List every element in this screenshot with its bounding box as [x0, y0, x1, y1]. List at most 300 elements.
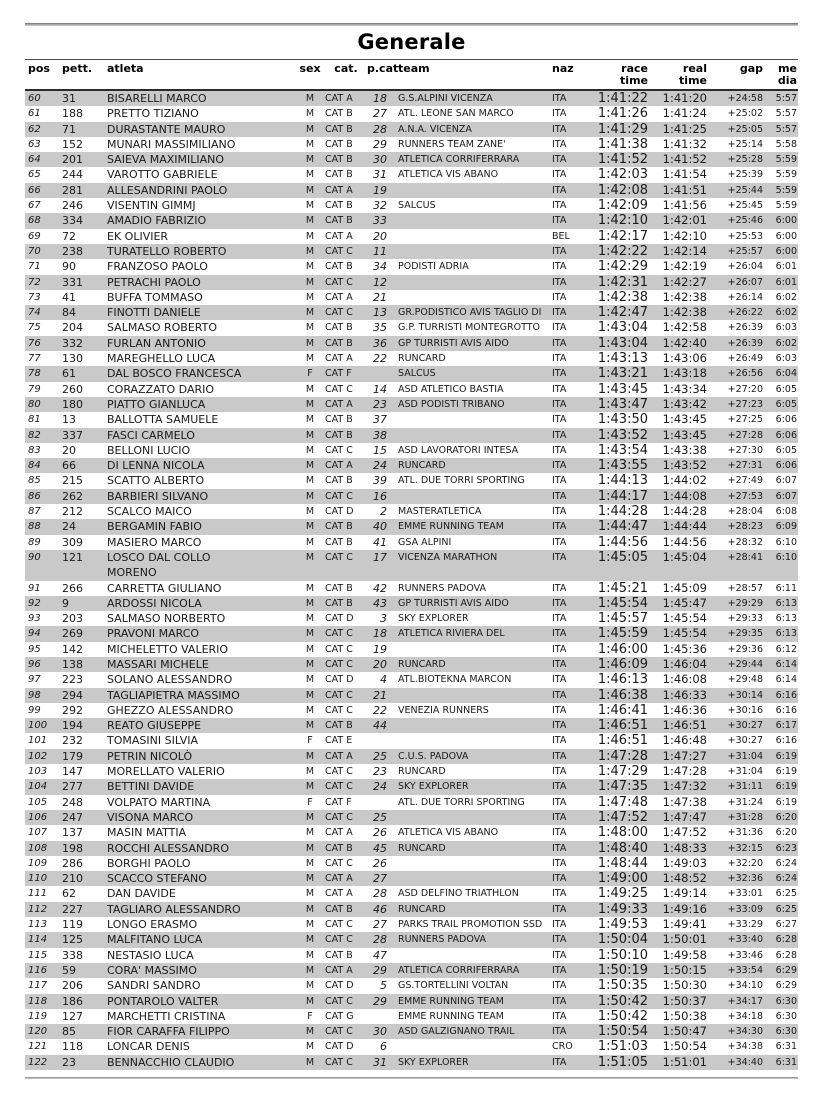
cell-gap: +30:14 [727, 689, 763, 701]
cell-team: RUNCARD [398, 842, 446, 854]
cell-bib: 232 [62, 734, 83, 748]
cell-nationality: ITA [552, 613, 567, 625]
cell-gap: +29:33 [727, 613, 763, 625]
cell-real-time: 1:43:45 [662, 427, 707, 442]
cell-real-time: 1:47:32 [662, 779, 707, 794]
cell-pace: 6:30 [775, 1010, 797, 1022]
cell-gap: +30:27 [727, 735, 763, 747]
cell-category: CAT C [325, 444, 353, 456]
cell-team: ATL.BIOTEKNA MARCON [398, 674, 512, 686]
cell-athlete [107, 167, 297, 182]
cell-bib: 203 [62, 612, 83, 626]
cell-sex: M [305, 200, 315, 212]
cell-race-time: 1:51:05 [597, 1054, 648, 1070]
cell-nationality: ITA [552, 551, 567, 563]
cell-real-time: 1:41:56 [662, 198, 707, 213]
cell-bib: 186 [62, 994, 83, 1008]
cell-race-time: 1:48:44 [597, 855, 648, 871]
cell-athlete [107, 458, 297, 473]
table-row [25, 688, 798, 703]
cell-athlete [107, 871, 297, 886]
cell-pos: 77 [28, 353, 41, 365]
cell-race-time: 1:50:54 [597, 1024, 648, 1040]
cell-category: CAT C [325, 781, 353, 793]
cell-real-time: 1:50:38 [662, 1008, 707, 1023]
cell-gap: +25:14 [727, 138, 763, 150]
cell-athlete [107, 611, 297, 626]
cell-pos: 122 [28, 1056, 48, 1068]
cell-pos: 72 [28, 276, 41, 288]
cell-bib: 260 [62, 382, 83, 396]
cell-team: A.N.A. VICENZA [398, 123, 472, 135]
table-row [25, 397, 798, 412]
cell-nationality: ITA [552, 444, 567, 456]
cell-sex: M [305, 934, 315, 946]
cell-race-time: 1:42:09 [597, 198, 648, 214]
cell-sex: M [305, 842, 315, 854]
cell-real-time: 1:46:48 [662, 733, 707, 748]
cell-category-pos: 19 [373, 183, 387, 197]
athlete-name: SALMASO ROBERTO [107, 321, 218, 335]
cell-pos: 85 [28, 475, 41, 487]
cell-bib: 138 [62, 657, 83, 671]
cell-real-time: 1:46:51 [662, 718, 707, 733]
cell-bib: 194 [62, 719, 83, 733]
athlete-name: BENNACCHIO CLAUDIO [107, 1055, 235, 1069]
results-page [0, 23, 823, 1079]
cell-sex: M [305, 353, 315, 365]
cell-category-pos: 15 [373, 443, 387, 457]
cell-gap: +30:27 [727, 720, 763, 732]
cell-race-time: 1:50:35 [597, 978, 648, 994]
table-row [25, 366, 798, 381]
cell-nationality: ITA [552, 506, 567, 518]
cell-pos: 71 [28, 261, 41, 273]
cell-category: CAT B [325, 536, 353, 548]
cell-real-time: 1:45:54 [662, 626, 707, 641]
cell-sex: M [305, 995, 315, 1007]
athlete-name: BALLOTTA SAMUELE [107, 413, 219, 427]
cell-bib: 201 [62, 153, 83, 167]
cell-gap: +25:46 [727, 215, 763, 227]
cell-category-pos: 20 [373, 229, 387, 243]
cell-sex: M [305, 1041, 315, 1053]
cell-category: CAT B [325, 414, 353, 426]
cell-team: RUNCARD [398, 460, 446, 472]
cell-race-time: 1:47:35 [597, 779, 648, 795]
col-header-sex: sex [299, 62, 321, 75]
cell-category: CAT B [325, 582, 353, 594]
cell-real-time: 1:49:41 [662, 917, 707, 932]
table-row [25, 519, 798, 534]
cell-category-pos: 23 [373, 765, 387, 779]
cell-gap: +26:39 [727, 337, 763, 349]
cell-pace: 6:08 [775, 506, 797, 518]
cell-pace: 6:02 [775, 307, 797, 319]
cell-category-pos: 34 [373, 260, 387, 274]
cell-race-time: 1:43:04 [597, 335, 648, 351]
cell-pos: 67 [28, 200, 41, 212]
cell-athlete [107, 733, 297, 748]
cell-category: CAT B [325, 108, 353, 120]
cell-real-time: 1:50:30 [662, 978, 707, 993]
cell-sex: M [305, 919, 315, 931]
cell-category-pos: 47 [373, 948, 387, 962]
cell-team: SKY EXPLORER [398, 781, 469, 793]
cell-team: C.U.S. PADOVA [398, 750, 469, 762]
cell-athlete [107, 122, 297, 137]
col-header-media: media [777, 62, 797, 87]
cell-nationality: ITA [552, 429, 567, 441]
cell-category: CAT C [325, 857, 353, 869]
cell-pos: 86 [28, 490, 41, 502]
cell-nationality: ITA [552, 1010, 567, 1022]
cell-category: CAT C [325, 934, 353, 946]
cell-bib: 41 [62, 290, 76, 304]
table-row [25, 886, 798, 901]
athlete-name: DAL BOSCO FRANCESCA [107, 367, 242, 381]
cell-race-time: 1:46:51 [597, 733, 648, 749]
cell-team: GSA ALPINI [398, 536, 452, 548]
cell-athlete [107, 351, 297, 366]
cell-nationality: ITA [552, 337, 567, 349]
cell-category-pos [367, 1009, 397, 1024]
cell-category: CAT B [325, 322, 353, 334]
athlete-name: BARBIERI SILVANO [107, 489, 209, 503]
cell-real-time: 1:43:34 [662, 381, 707, 396]
cell-sex: M [305, 643, 315, 655]
cell-nationality: ITA [552, 93, 567, 104]
table-row [25, 871, 798, 886]
cell-nationality: ITA [552, 383, 567, 395]
cell-sex: M [305, 123, 315, 135]
cell-category: CAT B [325, 154, 353, 166]
cell-race-time: 1:42:47 [597, 305, 648, 321]
cell-gap: +31:36 [727, 827, 763, 839]
cell-pace: 6:19 [775, 781, 797, 793]
cell-category-pos: 30 [373, 153, 387, 167]
cell-athlete [107, 183, 297, 198]
cell-nationality: ITA [552, 184, 567, 196]
cell-team: ASD GALZIGNANO TRAIL [398, 1026, 515, 1038]
cell-nationality: ITA [552, 536, 567, 548]
cell-real-time: 1:48:33 [662, 840, 707, 855]
cell-athlete [107, 978, 297, 993]
cell-nationality: ITA [552, 949, 567, 961]
cell-athlete [107, 519, 297, 534]
cell-team [397, 948, 549, 963]
table-row [25, 733, 798, 748]
cell-nationality: ITA [552, 322, 567, 334]
cell-category: CAT C [325, 307, 353, 319]
cell-real-time: 1:45:54 [662, 611, 707, 626]
cell-bib: 152 [62, 137, 83, 151]
cell-sex: M [305, 261, 315, 273]
cell-team [397, 229, 549, 244]
table-row [25, 259, 798, 274]
cell-pos: 88 [28, 521, 41, 533]
cell-category: CAT B [325, 200, 353, 212]
athlete-name: CORAZZATO DARIO [107, 382, 215, 396]
cell-pos: 114 [28, 934, 48, 946]
cell-category: CAT A [325, 750, 353, 762]
cell-pos: 62 [28, 123, 41, 135]
cell-pos: 93 [28, 613, 41, 625]
cell-category-pos: 37 [373, 413, 387, 427]
cell-gap: +27:25 [727, 414, 763, 426]
cell-athlete [107, 810, 297, 825]
cell-real-time: 1:47:27 [662, 748, 707, 763]
cell-category: CAT C [325, 1026, 353, 1038]
cell-category-pos: 28 [373, 122, 387, 136]
cell-pos: 121 [28, 1041, 48, 1053]
col-header-pett: pett. [62, 62, 93, 75]
cell-bib: 9 [62, 596, 69, 610]
cell-sex: M [305, 398, 315, 410]
cell-real-time: 1:46:33 [662, 687, 707, 702]
cell-pace: 6:06 [775, 414, 797, 426]
cell-gap: +26:39 [727, 322, 763, 334]
cell-bib: 66 [62, 459, 76, 473]
cell-athlete [107, 550, 297, 581]
cell-category: CAT C [325, 1056, 353, 1068]
cell-category: CAT C [325, 919, 353, 931]
cell-category-pos: 45 [373, 841, 387, 855]
cell-category-pos: 44 [373, 719, 387, 733]
cell-team: MASTERATLETICA [398, 506, 482, 518]
cell-race-time: 1:46:13 [597, 672, 648, 688]
cell-category-pos: 18 [373, 627, 387, 641]
cell-pos: 101 [28, 735, 48, 747]
cell-bib: 61 [62, 367, 76, 381]
cell-category: CAT B [325, 597, 353, 609]
cell-bib: 294 [62, 688, 83, 702]
cell-category: CAT B [325, 337, 353, 349]
table-header [25, 60, 798, 91]
cell-sex: M [305, 674, 315, 686]
cell-gap: +27:31 [727, 460, 763, 472]
cell-athlete [107, 412, 297, 427]
bottom-rule [25, 1077, 798, 1079]
cell-gap: +26:04 [727, 261, 763, 273]
cell-race-time: 1:42:31 [597, 274, 648, 290]
cell-bib: 238 [62, 244, 83, 258]
cell-nationality: ITA [552, 582, 567, 594]
cell-race-time: 1:41:22 [597, 91, 648, 106]
cell-gap: +25:39 [727, 169, 763, 181]
cell-bib: 90 [62, 260, 76, 274]
cell-pace: 5:59 [775, 169, 797, 181]
cell-athlete [107, 886, 297, 901]
cell-race-time: 1:43:04 [597, 320, 648, 336]
cell-gap: +33:46 [727, 949, 763, 961]
cell-category: CAT B [325, 169, 353, 181]
cell-team: ATLETICA RIVIERA DEL [398, 628, 505, 640]
cell-pos: 64 [28, 154, 41, 166]
cell-athlete [107, 917, 297, 932]
cell-category: CAT G [325, 1010, 354, 1022]
cell-pace: 6:16 [775, 735, 797, 747]
cell-team [397, 1039, 549, 1054]
cell-pace: 6:24 [775, 857, 797, 869]
cell-nationality: ITA [552, 934, 567, 946]
athlete-name: ARDOSSI NICOLA [107, 596, 202, 610]
cell-athlete [107, 963, 297, 978]
cell-race-time: 1:45:59 [597, 626, 648, 642]
cell-nationality: ITA [552, 138, 567, 150]
cell-pos: 100 [28, 720, 48, 732]
cell-real-time: 1:41:25 [662, 121, 707, 136]
cell-category-pos: 38 [373, 428, 387, 442]
cell-sex: M [305, 169, 315, 181]
cell-category-pos: 27 [373, 918, 387, 932]
cell-nationality: ITA [552, 414, 567, 426]
cell-race-time: 1:44:47 [597, 519, 648, 535]
table-row [25, 978, 798, 993]
cell-gap: +32:36 [727, 873, 763, 885]
cell-race-time: 1:41:38 [597, 136, 648, 152]
cell-gap: +25:53 [727, 230, 763, 242]
cell-real-time: 1:42:38 [662, 289, 707, 304]
cell-category: CAT C [325, 811, 353, 823]
cell-nationality: ITA [552, 276, 567, 288]
cell-nationality: ITA [552, 811, 567, 823]
table-row [25, 122, 798, 137]
athlete-name: FINOTTI DANIELE [107, 306, 201, 320]
cell-category: CAT A [325, 888, 353, 900]
cell-athlete [107, 948, 297, 963]
cell-sex: M [305, 521, 315, 533]
table-row [25, 779, 798, 794]
athlete-name: SCALCO MAICO [107, 505, 192, 519]
cell-real-time: 1:46:36 [662, 702, 707, 717]
table-row [25, 428, 798, 443]
cell-pace: 6:02 [775, 337, 797, 349]
table-row [25, 504, 798, 519]
cell-team [397, 810, 549, 825]
cell-race-time: 1:46:09 [597, 656, 648, 672]
cell-team: EMME RUNNING TEAM [398, 1010, 504, 1022]
cell-nationality: ITA [552, 781, 567, 793]
cell-category-pos: 31 [373, 168, 387, 182]
cell-sex: M [305, 215, 315, 227]
col-header-gap: gap [739, 62, 763, 75]
cell-real-time: 1:41:54 [662, 167, 707, 182]
cell-race-time: 1:42:10 [597, 213, 648, 229]
cell-pos: 79 [28, 383, 41, 395]
cell-race-time: 1:47:29 [597, 764, 648, 780]
cell-category-pos: 14 [373, 382, 387, 396]
athlete-name: CARRETTA GIULIANO [107, 581, 222, 595]
cell-team [397, 688, 549, 703]
cell-nationality: ITA [552, 200, 567, 212]
cell-bib: 31 [62, 92, 76, 105]
cell-category: CAT F [325, 368, 352, 380]
cell-race-time: 1:50:42 [597, 993, 648, 1009]
cell-gap: +28:04 [727, 506, 763, 518]
cell-pos: 113 [28, 919, 48, 931]
table-row [25, 657, 798, 672]
cell-pace: 6:31 [775, 1041, 797, 1053]
cell-team [397, 718, 549, 733]
cell-pos: 78 [28, 368, 41, 380]
cell-bib: 246 [62, 199, 83, 213]
cell-pos: 92 [28, 597, 41, 609]
cell-nationality: ITA [552, 628, 567, 640]
cell-gap: +26:22 [727, 307, 763, 319]
cell-sex: M [305, 766, 315, 778]
results-table [25, 59, 798, 1070]
table-row [25, 626, 798, 641]
cell-gap: +26:07 [727, 276, 763, 288]
cell-real-time: 1:46:04 [662, 656, 707, 671]
cell-bib: 147 [62, 765, 83, 779]
cell-team: ATLETICA VIS ABANO [398, 169, 499, 181]
cell-team [397, 290, 549, 305]
cell-category-pos: 35 [373, 321, 387, 335]
cell-category: CAT B [325, 215, 353, 227]
athlete-name: VISONA MARCO [107, 810, 194, 824]
athlete-name: MORELLATO VALERIO [107, 765, 225, 779]
athlete-name: TURATELLO ROBERTO [107, 244, 227, 258]
cell-athlete [107, 994, 297, 1009]
athlete-name: VAROTTO GABRIELE [107, 168, 218, 182]
cell-race-time: 1:43:21 [597, 366, 648, 382]
cell-pos: 109 [28, 857, 48, 869]
table-row [25, 489, 798, 504]
table-row [25, 994, 798, 1009]
cell-category-pos: 42 [373, 581, 387, 595]
cell-team: EMME RUNNING TEAM [398, 521, 504, 533]
cell-nationality: ITA [552, 980, 567, 992]
cell-race-time: 1:48:40 [597, 840, 648, 856]
cell-athlete [107, 1055, 297, 1070]
cell-gap: +29:36 [727, 643, 763, 655]
cell-team: ASD LAVORATORI INTESA [398, 444, 519, 456]
athlete-name: SCACCO STEFANO [107, 872, 207, 886]
athlete-name: TAGLIARO ALESSANDRO [107, 902, 241, 916]
cell-pos: 110 [28, 873, 48, 885]
cell-pace: 6:19 [775, 796, 797, 808]
cell-athlete [107, 825, 297, 840]
cell-athlete [107, 703, 297, 718]
cell-pace: 6:28 [775, 949, 797, 961]
col-header-race-time: race time [620, 62, 648, 87]
cell-team [397, 871, 549, 886]
cell-real-time: 1:41:32 [662, 136, 707, 151]
cell-pace: 6:20 [775, 827, 797, 839]
cell-team: ATL. DUE TORRI SPORTING [398, 475, 525, 487]
cell-sex: M [305, 781, 315, 793]
cell-pos: 117 [28, 980, 48, 992]
cell-pos: 74 [28, 307, 41, 319]
cell-athlete [107, 213, 297, 228]
cell-race-time: 1:50:10 [597, 947, 648, 963]
cell-nationality: ITA [552, 735, 567, 747]
cell-sex: M [305, 184, 315, 196]
cell-bib: 71 [62, 122, 76, 136]
cell-pace: 6:03 [775, 322, 797, 334]
cell-sex: F [307, 735, 313, 747]
cell-category: CAT C [325, 995, 353, 1007]
cell-pace: 5:59 [775, 200, 797, 212]
cell-nationality: ITA [552, 215, 567, 227]
cell-team: SKY EXPLORER [398, 1056, 469, 1068]
athlete-name: PRETTO TIZIANO [107, 107, 199, 121]
cell-pos: 87 [28, 506, 41, 518]
cell-category-pos: 3 [380, 612, 387, 626]
cell-bib: 125 [62, 933, 83, 947]
